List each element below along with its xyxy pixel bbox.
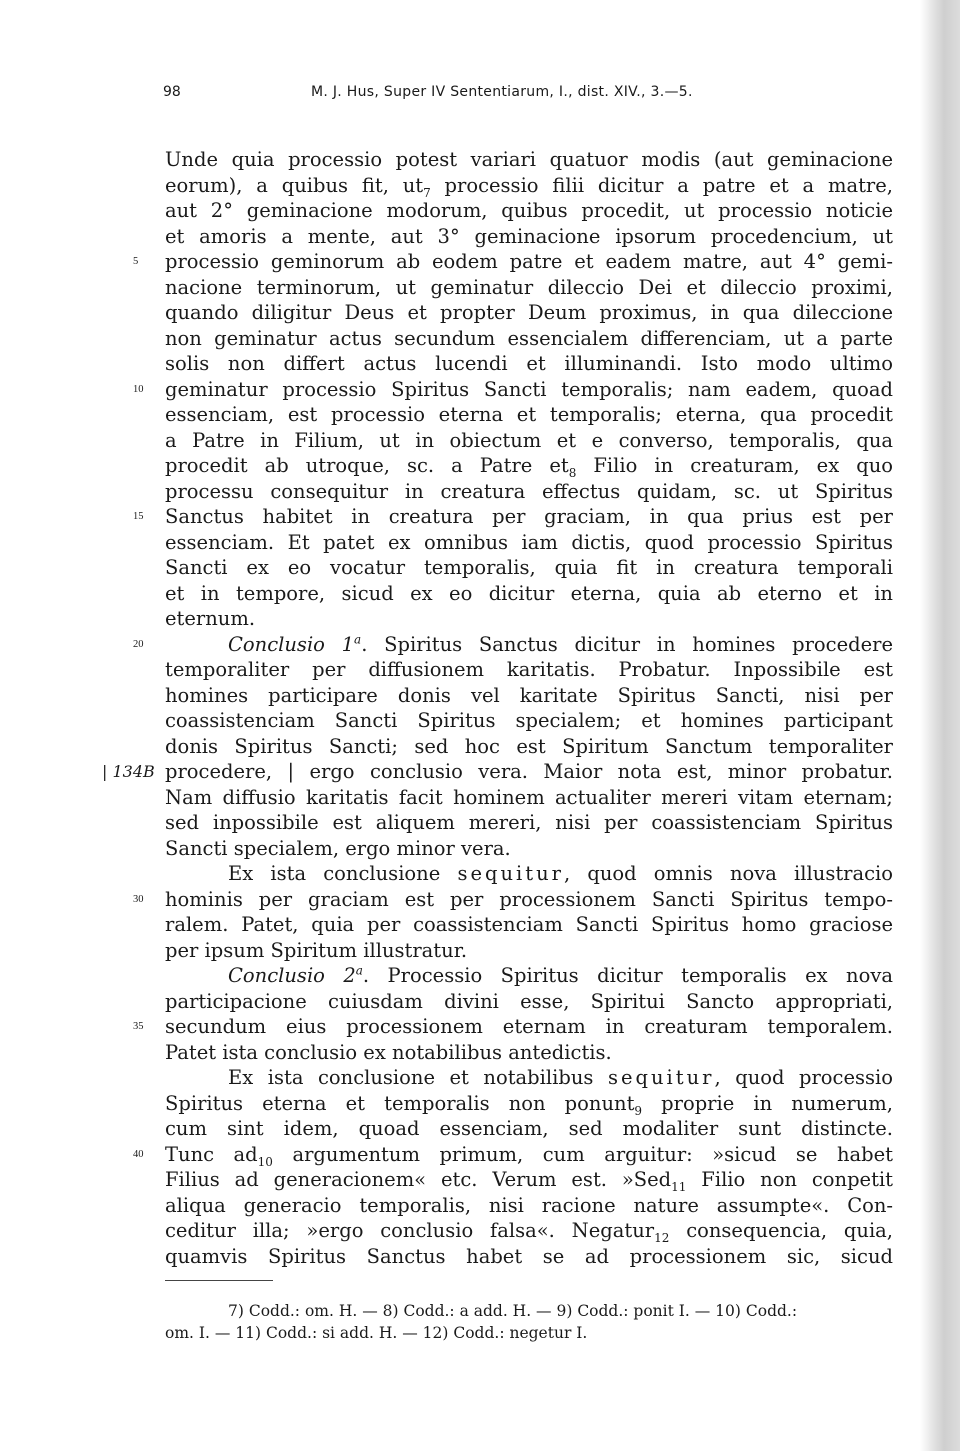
text-line: eorum), a quibus fit, $ut_7$ processio filii dicitur a patre et a matre,	[165, 173, 893, 200]
text-line: 30 hominis per graciam est per processionem Sancti Spiritus tempo-	[133, 887, 893, 911]
line-number: 40	[133, 1148, 144, 1160]
text-line: Sancti ex eo vocatur temporalis, quia fit in creatura temporali	[165, 556, 893, 579]
running-head: M. J. Hus, Super IV Sententiarum, I., dist. XIV., 3.—5.	[311, 84, 693, 100]
line-number: 20	[133, 638, 144, 650]
line-number: 5	[133, 256, 139, 267]
text-line: Conclusio 2$^a$. Processio Spiritus dicitur temporalis ex nova	[228, 963, 893, 987]
text-line: coassistenciam Sancti Spiritus specialem; et homines participant	[165, 709, 893, 732]
text-line: et amoris a mente, aut 3° geminacione ipsorum procedencium, ut	[165, 224, 893, 248]
text-line: Nam diffusio karitatis facit hominem actualiter mereri vitam eternam;	[165, 785, 893, 809]
footnotes	[165, 1300, 893, 1344]
text-line: per ipsum Spiritum illustratur.	[165, 938, 468, 962]
text-line: et in tempore, sicud ex eo dicitur eterna, quia ab eterno et in	[165, 581, 893, 605]
text-line: a Patre in Filium, ut in obiectum et e converso, temporalis, qua	[165, 428, 893, 452]
line-number: 30	[133, 893, 144, 905]
text-line: Ex ista conclusione sequitur, quod omnis nova illustracio	[228, 862, 894, 885]
text-line: essenciam. Et patet ex omnibus iam dictis, quod processio Spiritus	[165, 530, 893, 554]
text-line: essenciam, est processio eterna et temporalis; eterna, qua procedit	[165, 403, 893, 426]
text-line: temporaliter per diffusionem karitatis. Probatur. Inpossibile est	[165, 658, 893, 681]
text-line: Ex ista conclusione et notabilibus sequitur, quod processio	[228, 1066, 893, 1089]
text-line: 10 geminatur processio Spiritus Sancti temporalis; nam eadem, quoad	[133, 377, 893, 401]
text-line: procedit ab utroque, sc. a Patre $et_8$ Filio in creaturam, ex quo	[165, 454, 894, 480]
main-text	[102, 147, 894, 1269]
text-line: 20 Conclusio 1$^a$. Spiritus Sanctus dicitur in homines procedere	[133, 632, 893, 656]
text-line: eternum.	[165, 607, 256, 630]
page-header	[163, 84, 863, 108]
conclusion-heading: Conclusio 2$^a$	[228, 963, 363, 987]
text-line: | 134B procedere, | ergo conclusio vera. Maior nota est, minor probatur.	[102, 760, 893, 783]
text-line: aut 2° geminacione modorum, quibus procedit, ut processio noticie	[165, 199, 893, 222]
footnote-divider	[165, 1280, 273, 1281]
text-line: Unde quia processio potest variari quatuor modis (aut geminacione	[165, 148, 893, 171]
margin-folio-mark: | 134B	[102, 762, 155, 781]
text-line: solis non differt actus lucendi et illuminandi. Isto modo ultimo	[165, 352, 893, 375]
text-line: donis Spiritus Sancti; sed hoc est Spiritum Sanctum temporaliter	[165, 734, 893, 758]
text-line: processu consequitur in creatura effectus quidam, sc. ut Spiritus	[165, 479, 893, 503]
text-line: quamvis Spiritus Sanctus habet se ad processionem sic, sicud	[165, 1244, 893, 1268]
line-number: 15	[133, 511, 144, 522]
text-line: participacione cuiusdam divini esse, Spiritui Sancto appropriati,	[165, 989, 893, 1013]
footnote-line: om. I. — 11) Codd.: si add. H. — 12) Codd.: negetur I.	[165, 1324, 588, 1342]
conclusion-heading: Conclusio 1$^a$	[228, 632, 362, 656]
line-number: 35	[133, 1021, 144, 1032]
text-line: homines participare donis vel karitate Spiritus Sancti, nisi per	[165, 683, 893, 707]
text-line: Spiritus eterna et temporalis non ponunt$_9$ proprie in numerum,	[165, 1091, 893, 1118]
line-number: 10	[133, 383, 144, 395]
text-line: nacione terminorum, ut geminatur dileccio Dei et dileccio proximi,	[165, 275, 893, 299]
text-line: aliqua generacio temporalis, nisi racione nature assumpte«. Con-	[165, 1193, 893, 1217]
page-number: 98	[163, 84, 181, 100]
scan-edge-shadow	[920, 0, 960, 1451]
text-line: 15 Sanctus habitet in creatura per graciam, in qua prius est per	[133, 505, 893, 528]
footnote-line: 7) Codd.: om. H. — 8) Codd.: a add. H. — 9) Codd.: ponit I. — 10) Codd.:	[228, 1302, 798, 1320]
text-line: ralem. Patet, quia per coassistenciam Sancti Spiritus homo graciose	[165, 913, 893, 936]
text-line: Filius ad generacionem« etc. Verum est. »Sed$_{11}$ Filio non conpetit	[165, 1168, 894, 1194]
text-line: sed inpossibile est aliquem mereri, nisi per coassistenciam Spiritus	[165, 811, 893, 834]
text-line: non geminatur actus secundum essencialem differenciam, ut a parte	[165, 326, 893, 350]
text-line: ceditur illa; »ergo conclusio falsa«. Negatur$_{12}$ consequencia, quia,	[165, 1219, 894, 1245]
text-line: quando diligitur Deus et propter Deum proximus, in qua dileccione	[165, 301, 893, 324]
text-line: Patet ista conclusio ex notabilibus antedictis.	[165, 1040, 612, 1064]
text-line: 35 secundum eius processionem eternam in creaturam temporalem.	[133, 1015, 893, 1038]
text-line: Sancti specialem, ergo minor vera.	[165, 836, 511, 860]
text-line: 40 Tunc $ad_{10}$ argumentum primum, cum arguitur: »sicud se habet	[133, 1142, 893, 1169]
text-line: cum sint idem, quoad essenciam, sed modaliter sunt distincte.	[165, 1117, 893, 1140]
text-line: 5 processio geminorum ab eodem patre et eadem matre, aut 4° gemi-	[133, 250, 893, 273]
